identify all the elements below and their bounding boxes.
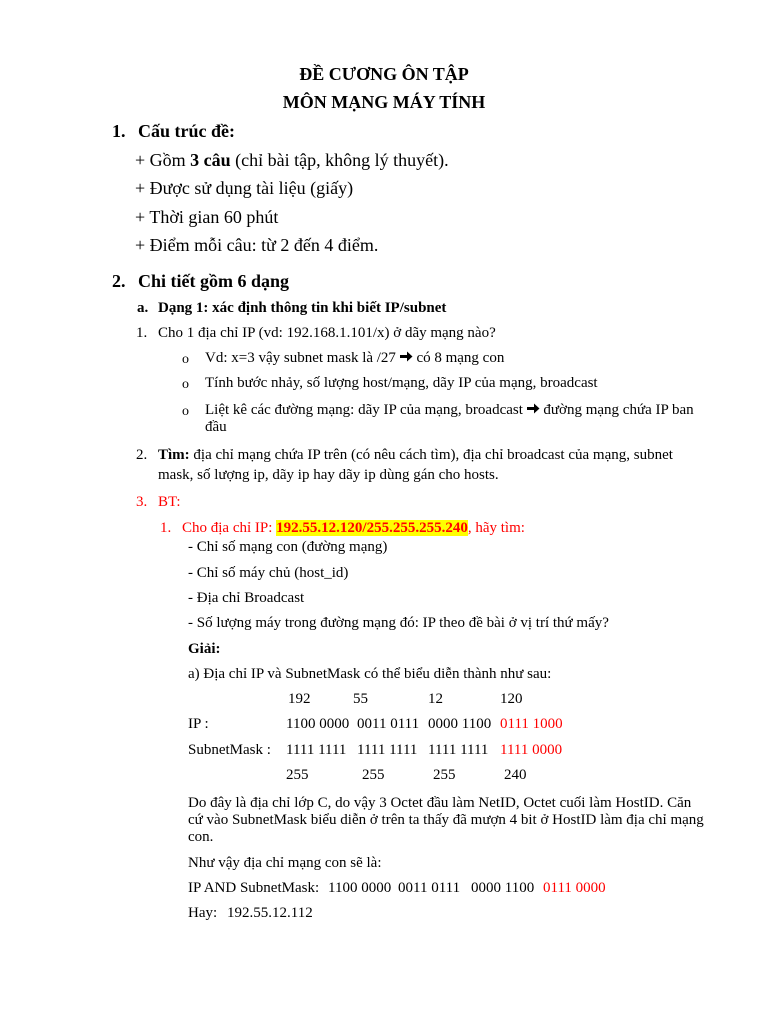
item2-text: địa chỉ mạng chứa IP trên (có nêu cách tìm), địa chỉ broadcast của mạng, subnet <box>189 447 673 463</box>
exercise-suffix: , hãy tìm: <box>467 520 525 536</box>
mask-bin-octet: 1111 1111 <box>428 742 489 758</box>
bullet-marker: o <box>182 404 189 419</box>
ip-bin-octet: 0011 0111 <box>357 716 420 732</box>
mask-label: SubnetMask : <box>188 742 271 758</box>
explanation-line1: Do đây là địa chỉ lớp C, do vậy 3 Octet đầu làm NetID, Octet cuối làm HostID. Căn <box>188 795 692 811</box>
section1-number: 1. <box>112 121 126 141</box>
bullet-marker: o <box>182 352 189 367</box>
sub-a-letter: a. <box>137 300 149 316</box>
and-bin-octet: 1100 0000 <box>328 880 392 896</box>
section1-item3: + Thời gian 60 phút <box>135 207 279 227</box>
bullet3-text-b: đường mạng chứa IP ban <box>539 402 694 418</box>
ip-dec-octet: 55 <box>353 691 368 707</box>
question-2: - Chỉ số máy chủ (host_id) <box>188 565 349 581</box>
question-3: - Địa chỉ Broadcast <box>188 590 305 606</box>
explanation-line2: cứ vào SubnetMask biểu diễn ở trên ta thấy đã mượn 4 bit ở HostID làm địa chỉ mạng <box>188 812 704 828</box>
and-bin-octet: 0000 1100 <box>471 880 535 896</box>
ip-bin-octet: 0000 1100 <box>428 716 492 732</box>
and-bin-octet: 0011 0111 <box>398 880 461 896</box>
item1-suffix: (chỉ bài tập, không lý thuyết). <box>230 150 449 170</box>
item1-prefix: + Gồm <box>135 150 191 170</box>
list-item-1-number: 1. <box>136 325 148 341</box>
mask-bin-octet: 1111 1111 <box>357 742 418 758</box>
bullet-3-continued: đầu <box>205 419 227 435</box>
section1-item1 <box>135 150 449 171</box>
section1-item2: + Được sử dụng tài liệu (giấy) <box>135 178 354 198</box>
exercise-prompt <box>182 520 525 537</box>
list-item-3: BT: <box>158 494 181 510</box>
and-label: IP AND SubnetMask: <box>188 880 320 896</box>
bullet-marker: o <box>182 377 189 392</box>
bullet1-text-a: Vd: x=3 vậy subnet mask là /27 <box>205 350 396 366</box>
subnet-line: Như vậy địa chỉ mạng con sẽ là: <box>188 855 382 871</box>
section2-number: 2. <box>112 271 126 291</box>
and-bin-octet-host: 0111 0000 <box>543 880 606 896</box>
sub-a-heading: Dạng 1: xác định thông tin khi biết IP/subnet <box>158 300 447 316</box>
bullet1-text-b: có 8 mạng con <box>412 350 505 366</box>
list-item-2-number: 2. <box>136 447 148 463</box>
ip-dec-octet: 192 <box>288 691 311 707</box>
list-item-1: Cho 1 địa chỉ IP (vd: 192.168.1.101/x) ở dãy mạng nào? <box>158 325 496 341</box>
section1-item4: + Điểm mỗi câu: từ 2 đến 4 điểm. <box>135 235 379 255</box>
question-1: - Chỉ số mạng con (đường mạng) <box>188 539 388 555</box>
hay-value: 192.55.12.112 <box>227 905 313 921</box>
mask-dec-octet: 240 <box>504 767 527 783</box>
solution-a-line: a) Địa chỉ IP và SubnetMask có thể biểu diễn thành như sau: <box>188 666 552 682</box>
item1-bold: 3 câu <box>190 150 231 170</box>
mask-bin-octet-host: 1111 0000 <box>500 742 563 758</box>
arrow-right-icon <box>400 350 413 367</box>
exercise-prefix: Cho địa chỉ IP: <box>182 520 277 536</box>
mask-dec-octet: 255 <box>362 767 385 783</box>
bullet3-text-a: Liệt kê các đường mạng: dãy IP của mạng, broadcast <box>205 402 523 418</box>
hay-label: Hay: <box>188 905 218 921</box>
doc-title-line2: MÔN MẠNG MÁY TÍNH <box>282 92 486 112</box>
solution-label: Giải: <box>188 641 221 657</box>
section1-heading: Cấu trúc đề: <box>138 121 235 141</box>
mask-dec-octet: 255 <box>286 767 309 783</box>
list-item-3-number: 3. <box>136 494 148 510</box>
arrow-right-icon <box>527 402 540 419</box>
item2-bold: Tìm: <box>158 447 190 463</box>
section2-heading: Chi tiết gồm 6 dạng <box>138 271 290 291</box>
ip-dec-octet: 12 <box>428 691 443 707</box>
mask-dec-octet: 255 <box>433 767 456 783</box>
ip-dec-octet: 120 <box>500 691 523 707</box>
question-4: - Số lượng máy trong đường mạng đó: IP theo đề bài ở vị trí thứ mấy? <box>188 615 609 631</box>
bullet-3 <box>205 402 694 419</box>
list-item-2-line1 <box>158 447 673 464</box>
exercise-number: 1. <box>160 520 172 536</box>
bullet-1 <box>205 350 504 367</box>
list-item-2-line2: mask, số lượng ip, dãy ip hay dãy ip dùng gán cho hosts. <box>158 467 499 483</box>
ip-bin-octet: 1100 0000 <box>286 716 350 732</box>
exercise-ip-highlight: 192.55.12.120/255.255.255.240 <box>276 520 468 536</box>
bullet-2: Tính bước nhảy, số lượng host/mạng, dãy IP của mạng, broadcast <box>205 375 598 391</box>
mask-bin-octet: 1111 1111 <box>286 742 347 758</box>
doc-title-line1: ĐỀ CƯƠNG ÔN TẬP <box>299 64 469 84</box>
ip-bin-octet-host: 0111 1000 <box>500 716 563 732</box>
explanation-line3: con. <box>188 829 214 845</box>
ip-label: IP : <box>188 716 209 732</box>
